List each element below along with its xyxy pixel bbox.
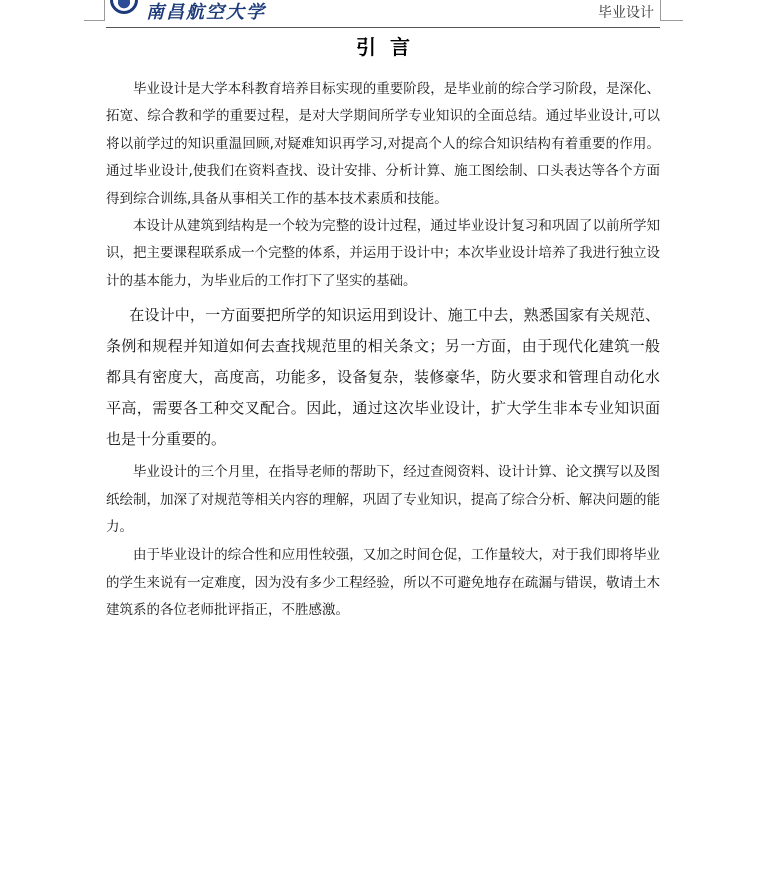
header-divider (106, 27, 660, 28)
header-label: 毕业设计 (598, 5, 654, 21)
paragraph: 毕业设计是大学本科教育培养目标实现的重要阶段，是毕业前的综合学习阶段，是深化、拓宽、综合教和学的重要过程，是对大学期间所学专业知识的全面总结。通过毕业设计,可以将以前学过的知识重温回顾,对疑难知识再学习,对提高个人的综合知识结构有着重要的作用。通过毕业设计,使我们在资料查找、设计安排、分析计算、施工图绘制、口头表达等各个方面得到综合训练,具备从事相关工作的基本技术素质和技能。 (106, 81, 660, 207)
crop-mark-left-vertical (104, 0, 105, 20)
document-body (106, 76, 660, 625)
university-logo-icon (110, 0, 138, 14)
paragraph: 由于毕业设计的综合性和应用性较强，又加之时间仓促，工作量较大，对于我们即将毕业的学生来说有一定难度，因为没有多少工程经验，所以不可避免地存在疏漏与错误，敬请土木建筑系的各位老师批评指正，不胜感激。 (106, 547, 660, 619)
page-header (106, 0, 660, 28)
page-title: 引言 (356, 35, 424, 59)
crop-mark-right-vertical (660, 0, 661, 20)
crop-mark-left-horizontal (84, 20, 105, 21)
paragraph: 在设计中，一方面要把所学的知识运用到设计、施工中去，熟悉国家有关规范、条例和规程并知道如何去查找规范里的相关条文；另一方面，由于现代化建筑一般都具有密度大，高度高，功能多，设备复杂，装修豪华，防火要求和管理自动化水平高，需要各工种交叉配合。因此，通过这次毕业设计，扩大学生非本专业知识面也是十分重要的。 (106, 306, 660, 449)
paragraph: 本设计从建筑到结构是一个较为完整的设计过程，通过毕业设计复习和巩固了以前所学知识，把主要课程联系成一个完整的体系，并运用于设计中；本次毕业设计培养了我进行独立设计的基本能力，为毕业后的工作打下了坚实的基础。 (106, 218, 660, 289)
university-name: 南昌航空大学 (146, 2, 266, 23)
crop-mark-right-horizontal (660, 20, 683, 21)
paragraph: 毕业设计的三个月里，在指导老师的帮助下，经过查阅资料、设计计算、论文撰写以及图纸绘制，加深了对规范等相关内容的理解，巩固了专业知识，提高了综合分析、解决问题的能力。 (106, 464, 660, 536)
